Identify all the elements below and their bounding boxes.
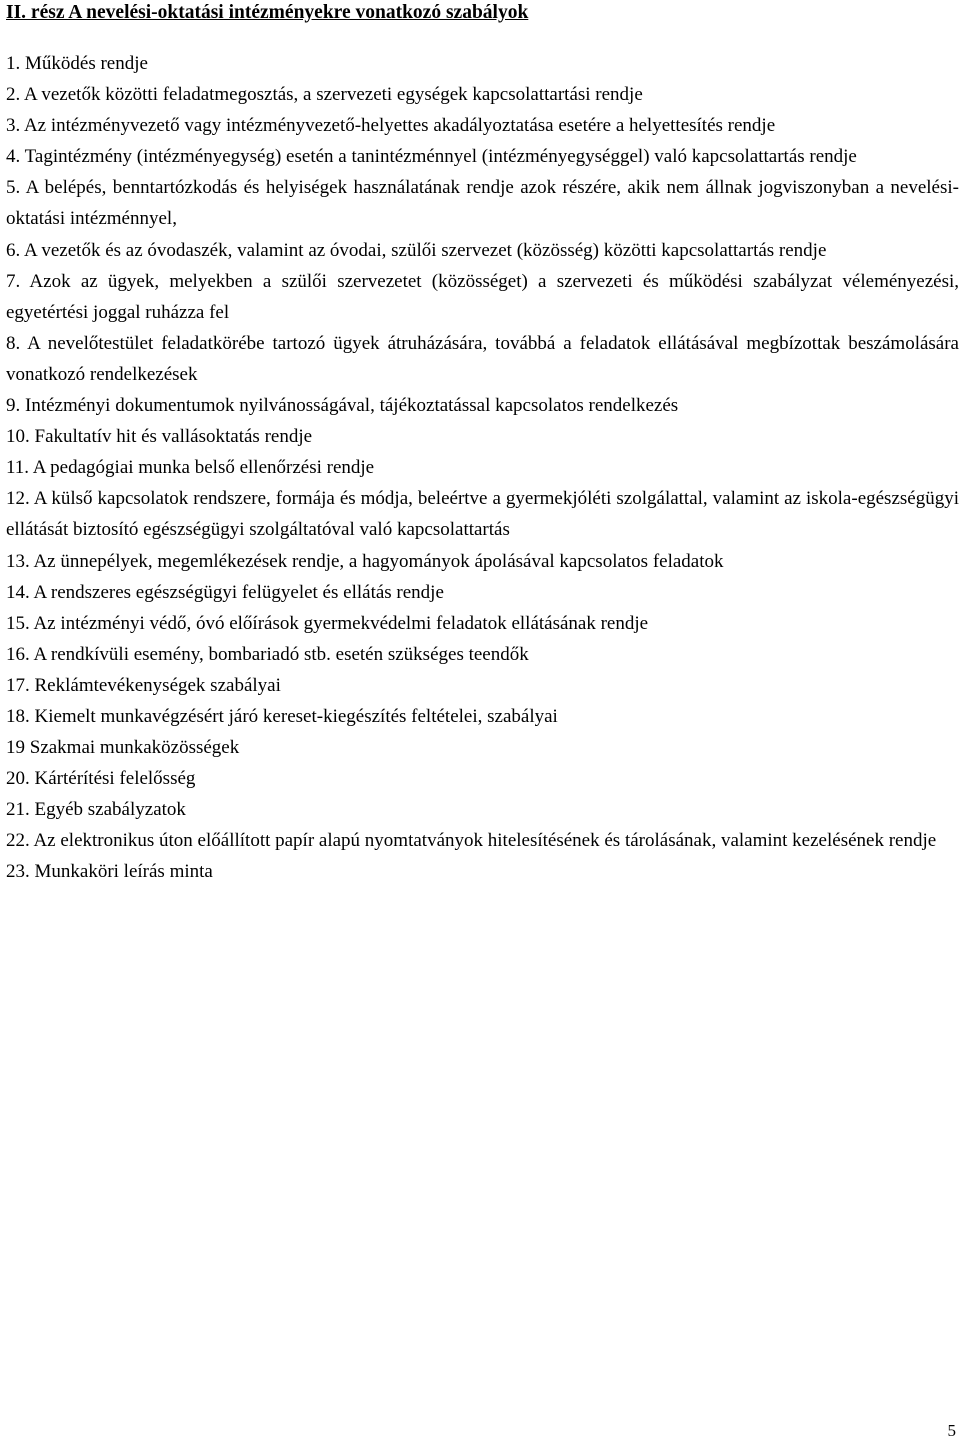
list-item: 19 Szakmai munkaközösségek <box>6 737 240 759</box>
list-item: 6. A vezetők és az óvodaszék, valamint az óvodai, szülői szervezet (közösség) közötti kapcsolattartás rendje <box>6 239 827 261</box>
list-item: 20. Kártérítési felelősség <box>6 768 196 790</box>
list-item: 12. A külső kapcsolatok rendszere, formája és módja, beleértve a gyermekjóléti szolgálattal, valamint az iskola-egészségügyi ellátását biztosító egészségügyi szolgáltatóval való kapcsolattartás <box>6 488 959 541</box>
list-item: 10. Fakultatív hit és vallásoktatás rendje <box>6 426 313 448</box>
list-item: 5. A belépés, benntartózkodás és helyiségek használatának rendje azok részére, akik nem állnak jogviszonyban a nevelési-oktatási intézménnyel, <box>6 177 959 230</box>
list-item: 17. Reklámtevékenységek szabályai <box>6 674 281 696</box>
list-item: 22. Az elektronikus úton előállított papír alapú nyomtatványok hitelesítésének és tárolásának, valamint kezelésének rendje <box>6 830 937 852</box>
list-item: 11. A pedagógiai munka belső ellenőrzési rendje <box>6 457 375 479</box>
list-item: 13. Az ünnepélyek, megemlékezések rendje, a hagyományok ápolásával kapcsolatos feladatok <box>6 550 724 572</box>
list-item: 14. A rendszeres egészségügyi felügyelet és ellátás rendje <box>6 581 444 603</box>
list-item: 23. Munkaköri leírás minta <box>6 861 213 883</box>
list-item: 9. Intézményi dokumentumok nyilvánosságával, tájékoztatással kapcsolatos rendelkezés <box>6 395 679 417</box>
list-item: 3. Az intézményvezető vagy intézményvezető-helyettes akadályoztatása esetére a helyettesítés rendje <box>6 115 776 137</box>
list-item: 15. Az intézményi védő, óvó előírások gyermekvédelmi feladatok ellátásának rendje <box>6 612 649 634</box>
list-item: 1. Működés rendje <box>6 53 148 74</box>
list-item: 2. A vezetők közötti feladatmegosztás, a szervezeti egységek kapcsolattartási rendje <box>6 84 643 106</box>
list-item: 18. Kiemelt munkavégzésért járó kereset-kiegészítés feltételei, szabályai <box>6 705 558 727</box>
section-heading: II. rész A nevelési-oktatási intézményekre vonatkozó szabályok <box>6 2 529 23</box>
list-item: 21. Egyéb szabályzatok <box>6 799 186 821</box>
document-page <box>6 0 959 888</box>
list-item: 16. A rendkívüli esemény, bombariadó stb. esetén szükséges teendők <box>6 643 529 665</box>
list-item: 7. Azok az ügyek, melyekben a szülői szervezetet (közösséget) a szervezeti és működési szabályzat véleményezési, egyetértési joggal ruházza fel <box>6 270 959 323</box>
list-item: 8. A nevelőtestület feladatkörébe tartozó ügyek átruházására, továbbá a feladatok ellátásával megbízottak beszámolására vonatkozó rendelkezések <box>6 332 959 385</box>
regulation-list <box>6 48 959 888</box>
list-item: 4. Tagintézmény (intézményegység) esetén a tanintézménnyel (intézményegységgel) való kapcsolattartás rendje <box>6 146 857 168</box>
page-number: 5 <box>947 1421 956 1440</box>
